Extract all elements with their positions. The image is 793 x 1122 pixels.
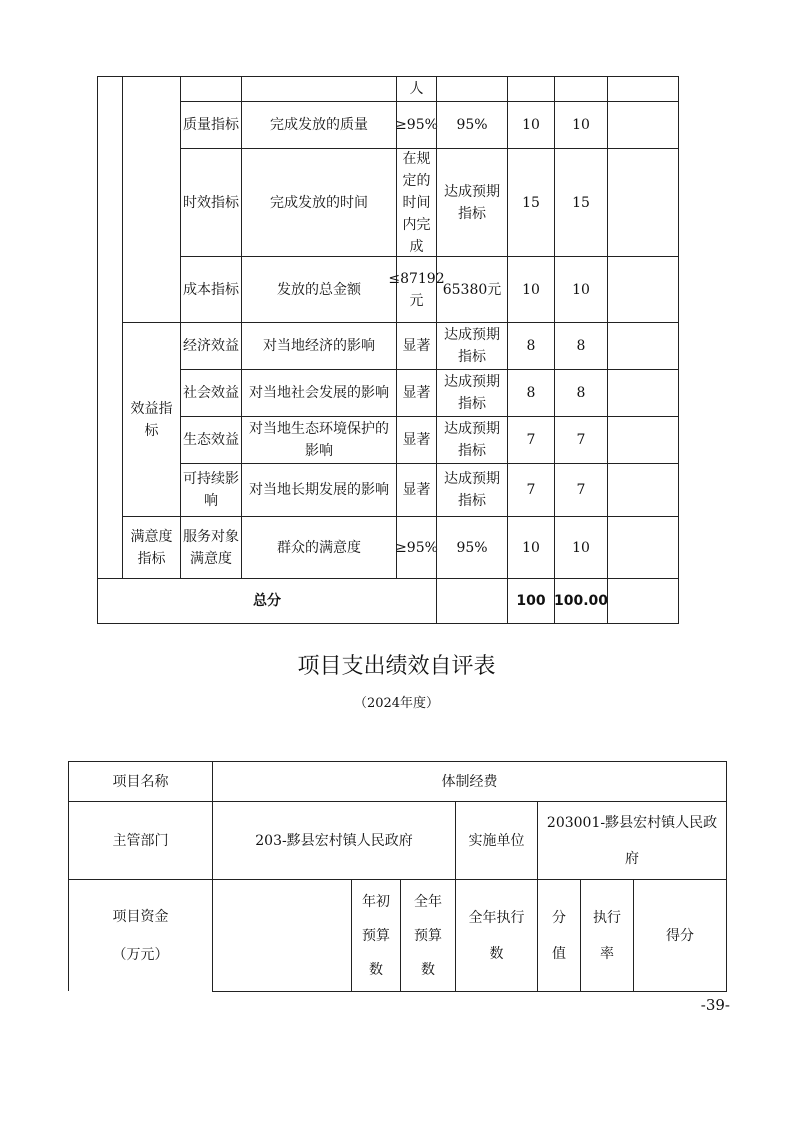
row3-tertiary: 成本指标	[180, 256, 242, 323]
row7-weight: 7	[507, 463, 555, 517]
col-initial-budget: 年初预算数	[351, 879, 401, 992]
row0-score	[554, 76, 608, 102]
benefit-indicator-label: 效益指标	[122, 322, 181, 517]
row2-weight: 15	[507, 148, 555, 257]
row4-weight: 8	[507, 322, 555, 370]
row0-actual	[436, 76, 508, 102]
row3-standard: ≤87192元	[396, 256, 437, 323]
row5-tertiary: 社会效益	[180, 369, 242, 417]
row5-content: 对当地社会发展的影响	[241, 369, 397, 417]
row2-content: 完成发放的时间	[241, 148, 397, 257]
row6-tertiary: 生态效益	[180, 416, 242, 464]
row2-remark	[607, 148, 679, 257]
total-weight: 100	[507, 578, 555, 624]
row6-actual: 达成预期指标	[436, 416, 508, 464]
impl-label: 实施单位	[455, 801, 538, 880]
funds-label: 项目资金（万元）	[68, 879, 213, 991]
project-name-value: 体制经费	[212, 761, 727, 802]
row1-remark	[607, 101, 679, 149]
col-score: 得分	[633, 879, 727, 992]
row8-weight: 10	[507, 516, 555, 579]
page-number: -39-	[700, 996, 730, 1014]
total-remark	[607, 578, 679, 624]
row6-remark	[607, 416, 679, 464]
form-subtitle: （2024年度）	[353, 696, 440, 711]
col-executed: 全年执行数	[455, 879, 538, 992]
row3-remark	[607, 256, 679, 323]
impl-value: 203001-黟县宏村镇人民政府	[537, 801, 727, 880]
funds-blank	[212, 879, 352, 992]
row7-standard: 显著	[396, 463, 437, 517]
row3-content: 发放的总金额	[241, 256, 397, 323]
dept-label: 主管部门	[68, 801, 213, 880]
row1-tertiary: 质量指标	[180, 101, 242, 149]
row1-content: 完成发放的质量	[241, 101, 397, 149]
row4-tertiary: 经济效益	[180, 322, 242, 370]
row1-score: 10	[554, 101, 608, 149]
row6-content: 对当地生态环境保护的影响	[241, 416, 397, 464]
row3-score: 10	[554, 256, 608, 323]
row8-standard: ≥95%	[396, 516, 437, 579]
output-level2-column	[122, 76, 181, 323]
row5-score: 8	[554, 369, 608, 417]
dept-value: 203-黟县宏村镇人民政府	[212, 801, 456, 880]
row4-score: 8	[554, 322, 608, 370]
row8-actual: 95%	[436, 516, 508, 579]
row5-weight: 8	[507, 369, 555, 417]
row0-tertiary	[180, 76, 242, 102]
row5-remark	[607, 369, 679, 417]
row7-tertiary: 可持续影响	[180, 463, 242, 517]
row4-actual: 达成预期指标	[436, 322, 508, 370]
level1-column	[97, 76, 123, 579]
col-full-budget: 全年预算数	[400, 879, 456, 992]
row6-weight: 7	[507, 416, 555, 464]
row0-standard: 人	[396, 76, 437, 102]
row1-actual: 95%	[436, 101, 508, 149]
row5-actual: 达成预期指标	[436, 369, 508, 417]
row7-content: 对当地长期发展的影响	[241, 463, 397, 517]
row7-score: 7	[554, 463, 608, 517]
col-exec-rate: 执行率	[580, 879, 634, 992]
total-label: 总分	[97, 578, 437, 624]
row0-remark	[607, 76, 679, 102]
row2-standard: 在规定的时间内完成	[396, 148, 437, 257]
row3-weight: 10	[507, 256, 555, 323]
row8-content: 群众的满意度	[241, 516, 397, 579]
total-score: 100.00	[554, 578, 608, 624]
row3-actual: 65380元	[436, 256, 508, 323]
form-title: 项目支出绩效自评表	[297, 654, 496, 679]
row1-standard: ≥95%	[396, 101, 437, 149]
row0-content	[241, 76, 397, 102]
row2-tertiary: 时效指标	[180, 148, 242, 257]
row0-weight	[507, 76, 555, 102]
row1-weight: 10	[507, 101, 555, 149]
row4-content: 对当地经济的影响	[241, 322, 397, 370]
col-weight: 分值	[537, 879, 581, 992]
row6-standard: 显著	[396, 416, 437, 464]
row8-tertiary: 服务对象满意度	[180, 516, 242, 579]
total-actual	[436, 578, 508, 624]
row2-score: 15	[554, 148, 608, 257]
row2-actual: 达成预期指标	[436, 148, 508, 257]
row4-remark	[607, 322, 679, 370]
row7-actual: 达成预期指标	[436, 463, 508, 517]
satisfaction-indicator-label: 满意度指标	[122, 516, 181, 579]
row7-remark	[607, 463, 679, 517]
row6-score: 7	[554, 416, 608, 464]
row4-standard: 显著	[396, 322, 437, 370]
row8-remark	[607, 516, 679, 579]
row8-score: 10	[554, 516, 608, 579]
project-name-label: 项目名称	[68, 761, 213, 802]
row5-standard: 显著	[396, 369, 437, 417]
